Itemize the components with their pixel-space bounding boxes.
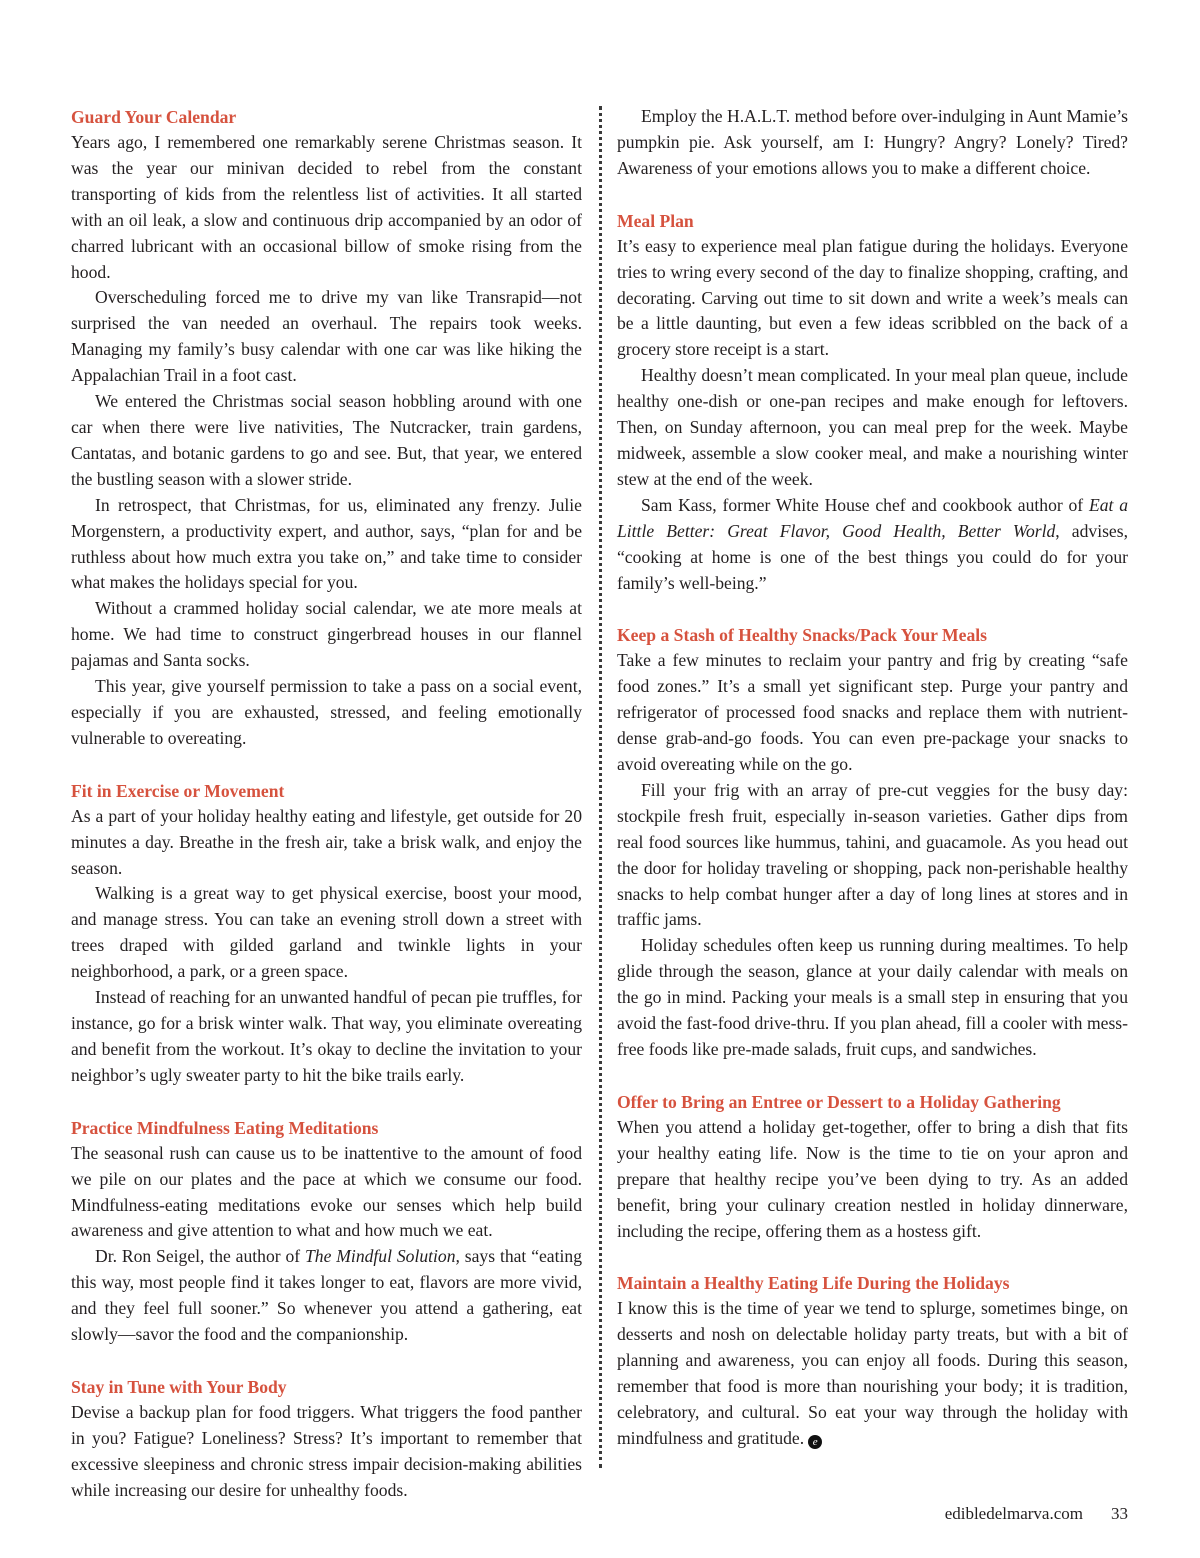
paragraph-quote: [617, 493, 1128, 597]
paragraph-text: I know this is the time of year we tend to splurge, sometimes binge, on desserts and nosh on delectable holiday party treats, but with a bit of planning and awareness, you can enjoy all foods. During this season, remember that food is more than nourishing your body; it is tradition, celebratory, and cultural. So eat your way through the holiday with mindfulness and gratitude.: [617, 1298, 1128, 1448]
section-meal-plan: [617, 208, 1128, 597]
paragraph: Take a few minutes to reclaim your pantry and frig by creating “safe food zones.” It’s a small yet significant step. Purge your pantry and refrigerator of processed food snacks and replace them with nutrient-dense grab-and-go foods. You can even pre-package your snacks to avoid overeating while on the go.: [617, 650, 1128, 775]
book-title: The Mindful Solution,: [305, 1246, 460, 1267]
section-bring-entree: [617, 1089, 1128, 1245]
page-footer: [945, 1504, 1128, 1524]
section-halt-continued: [617, 104, 1128, 182]
paragraph: Holiday schedules often keep us running during mealtimes. To help glide through the season, glance at your daily calendar with meals on the go in mind. Packing your meals is a small step in ensuring that you avoid the fast-food drive-thru. If you plan ahead, fill a cooler with mess-free foods like pre-made salads, fruit cups, and sandwiches.: [617, 935, 1128, 1059]
column-divider: [599, 106, 602, 1468]
section-heading: Practice Mindfulness Eating Meditations: [71, 1117, 379, 1138]
section-healthy-eating-life: [617, 1270, 1128, 1451]
paragraph: Instead of reaching for an unwanted handful of pecan pie truffles, for instance, go for a brisk winter walk. That way, you eliminate overeating and benefit from the workout. It’s okay to decline the invitation to your neighbor’s ugly sweater party to hit the bike trails early.: [71, 987, 582, 1085]
paragraph: When you attend a holiday get-together, offer to bring a dish that fits your healthy eating life. Now is the time to tie on your apron and prepare that healthy recipe you’ve been dying to try. As an added benefit, bring your culinary creation nestled in holiday dinnerware, including the recipe, offering them as a hostess gift.: [617, 1116, 1128, 1241]
page-number: 33: [1111, 1504, 1128, 1523]
paragraph: It’s easy to experience meal plan fatigue during the holidays. Everyone tries to wring every second of the day to finalize shopping, crafting, and decorating. Carving out time to sit down and write a week’s meals can be a little daunting, but even a few ideas scribbled on the back of a grocery store receipt is a start.: [617, 235, 1128, 360]
paragraph: The seasonal rush can cause us to be inattentive to the amount of food we pile on our plates and the pace at which we consume our food. Mindfulness-eating meditations evoke our senses which help build awareness and give attention to what and how much we eat.: [71, 1142, 582, 1241]
section-heading: Keep a Stash of Healthy Snacks/Pack Your Meals: [617, 625, 987, 646]
section-heading: Guard Your Calendar: [71, 107, 237, 127]
quote-after: says that “eating this way, most people find it takes longer to eat, flavors are more vivid, and they feel full sooner.” So whenever you attend a gathering, eat slowly—savor the food and the companionship.: [71, 1246, 582, 1345]
section-healthy-snacks: [617, 622, 1128, 1063]
section-heading: Maintain a Healthy Eating Life During the Holidays: [617, 1273, 1010, 1294]
paragraph-quote: [71, 1244, 582, 1348]
section-mindfulness-eating: [71, 1115, 582, 1348]
paragraph: Fill your frig with an array of pre-cut veggies for the busy day: stockpile fresh fruit, especially in-season varieties. Gather dips from real food sources like hummus, tahini, and guacamole. As you head out the door for holiday traveling or shopping, pack non-perishable healthy snacks to help combat hunger after a day of long lines at stores and in traffic jams.: [617, 779, 1128, 930]
section-heading: Fit in Exercise or Movement: [71, 780, 285, 801]
section-fit-in-exercise: [71, 778, 582, 1089]
paragraph: Years ago, I remembered one remarkably serene Christmas season. It was the year our minivan decided to rebel from the constant transporting of kids from the relentless list of activities. It all started with an oil leak, a slow and continuous drip accompanied by an odor of charred lubricant with an occasional billow of smoke rising from the hood.: [71, 132, 582, 282]
left-column: [71, 104, 582, 1530]
section-guard-your-calendar: [71, 104, 582, 752]
section-heading: Meal Plan: [617, 210, 694, 231]
right-column: [617, 104, 1128, 1478]
paragraph: In retrospect, that Christmas, for us, eliminated any frenzy. Julie Morgenstern, a productivity expert, and author, says, “plan for and be ruthless about how much extra you take on,” and take time to consider what makes the holidays special for you.: [71, 494, 582, 593]
paragraph: Healthy doesn’t mean complicated. In your meal plan queue, include healthy one-dish or one-pan recipes and make enough for leftovers. Then, on Sunday afternoon, you can meal prep for the week. Maybe midweek, assemble a slow cooker meal, and make a nourishing winter stew at the end of the week.: [617, 365, 1128, 489]
paragraph: Devise a backup plan for food triggers. What triggers the food panther in you? Fatigue? Loneliness? Stress? It’s important to remember that excessive sleepiness and chronic stress impair decision-making abilities while increasing our desire for unhealthy foods.: [71, 1401, 582, 1500]
end-mark-icon: e: [808, 1435, 822, 1449]
paragraph: Overscheduling forced me to drive my van like Transrapid—not surprised the van needed an overhaul. The repairs took weeks. Managing my family’s busy calendar with one car was like hiking the Appalachian Trail in a foot cast.: [71, 287, 582, 386]
section-heading: Stay in Tune with Your Body: [71, 1376, 287, 1397]
quote-after: , advises, “cooking at home is one of the best things you could do for your family’s well-being.”: [617, 520, 1128, 593]
section-heading: Offer to Bring an Entree or Dessert to a Holiday Gathering: [617, 1091, 1061, 1112]
book-title: Eat a Little Better: Great Flavor, Good Health, Better World: [617, 494, 1128, 541]
footer-site: edibledelmarva.com: [944, 1504, 1083, 1523]
quote-before: Sam Kass, former White House chef and cookbook author of: [641, 494, 1089, 515]
paragraph: Without a crammed holiday social calendar, we ate more meals at home. We had time to construct gingerbread houses in our flannel pajamas and Santa socks.: [71, 598, 582, 671]
paragraph: As a part of your holiday healthy eating and lifestyle, get outside for 20 minutes a day. Breathe in the fresh air, take a brisk walk, and enjoy the season.: [71, 805, 582, 878]
paragraph: Walking is a great way to get physical exercise, boost your mood, and manage stress. You can take an evening stroll down a street with trees draped with gilded garland and twinkle lights in your neighborhood, a park, or a green space.: [71, 883, 582, 982]
paragraph: We entered the Christmas social season hobbling around with one car when there were live nativities, The Nutcracker, train gardens, Cantatas, and botanic gardens to go and see. But, that year, we entered the bustling season with a slower stride.: [71, 391, 582, 489]
section-stay-in-tune: [71, 1374, 582, 1504]
quote-before: Dr. Ron Seigel, the author of: [95, 1246, 306, 1267]
paragraph-final: [617, 1296, 1128, 1451]
paragraph: Employ the H.A.L.T. method before over-indulging in Aunt Mamie’s pumpkin pie. Ask yourself, am I: Hungry? Angry? Lonely? Tired? Awareness of your emotions allows you to make a different choice.: [617, 106, 1128, 178]
paragraph: This year, give yourself permission to take a pass on a social event, especially if you are exhausted, stressed, and feeling emotionally vulnerable to overeating.: [71, 676, 582, 748]
